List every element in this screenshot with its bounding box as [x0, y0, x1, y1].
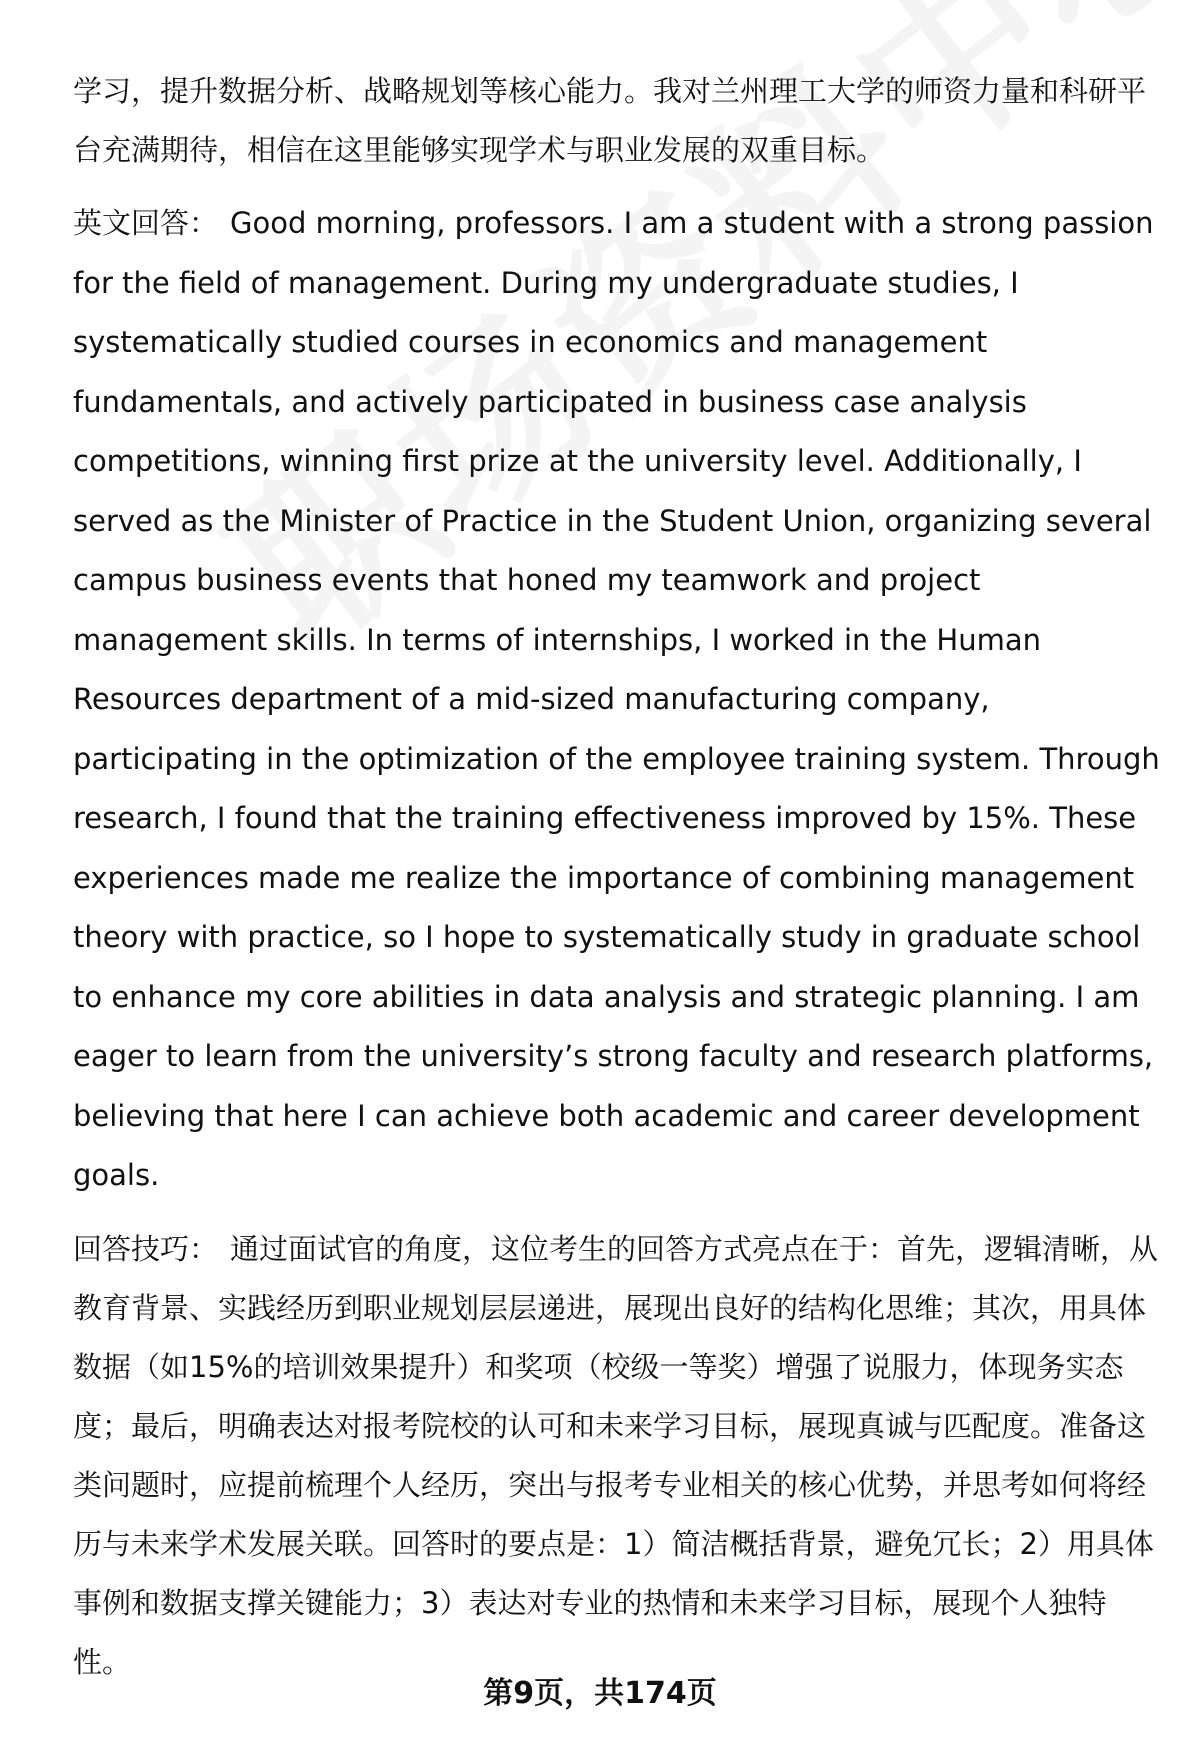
english-answer-paragraph: [73, 194, 1163, 1206]
english-answer-label: 英文回答：: [73, 206, 219, 240]
english-answer-text: Good morning, professors. I am a student with a strong passion for the field of management. During my undergraduate studies, I systematically studied courses in economics and management fundamentals, and actively participated in business case analysis competitions, winning first prize at the university level. Additionally, I served as the Minister of Practice in the Student Union, organizing several campus business events that honed my teamwork and project management skills. In terms of internships, I worked in the Human Resources department of a mid-sized manufacturing company, participating in the optimization of the employee training system. Through research, I found that the training effectiveness improved by 15%. These experiences made me realize the importance of combining management theory with practice, so I hope to systematically study in graduate school to enhance my core abilities in data analysis and strategic planning. I am eager to learn from the university’s strong faculty and research platforms, believing that here I can achieve both academic and career development goals.: [73, 206, 1160, 1192]
answer-tips-text: 通过面试官的角度，这位考生的回答方式亮点在于：首先，逻辑清晰，从教育背景、实践经历到职业规划层层递进，展现出良好的结构化思维；其次，用具体数据（如15%的培训效果提升）和奖项（校级一等奖）增强了说服力，体现务实态度；最后，明确表达对报考院校的认可和未来学习目标，展现真诚与匹配度。准备这类问题时，应提前梳理个人经历，突出与报考专业相关的核心优势，并思考如何将经历与未来学术发展关联。回答时的要点是：1）简洁概括背景，避免冗长；2）用具体事例和数据支撑关键能力；3）表达对专业的热情和未来学习目标，展现个人独特性。: [73, 1231, 1159, 1679]
answer-tips-paragraph: [73, 1220, 1163, 1692]
page-indicator: 第9页，共174页: [483, 1676, 717, 1711]
document-body: [73, 62, 1163, 1692]
intro-paragraph: 学习，提升数据分析、战略规划等核心能力。我对兰州理工大学的师资力量和科研平台充满期待，相信在这里能够实现学术与职业发展的双重目标。: [73, 74, 1147, 167]
answer-tips-label: 回答技巧：: [73, 1231, 219, 1266]
